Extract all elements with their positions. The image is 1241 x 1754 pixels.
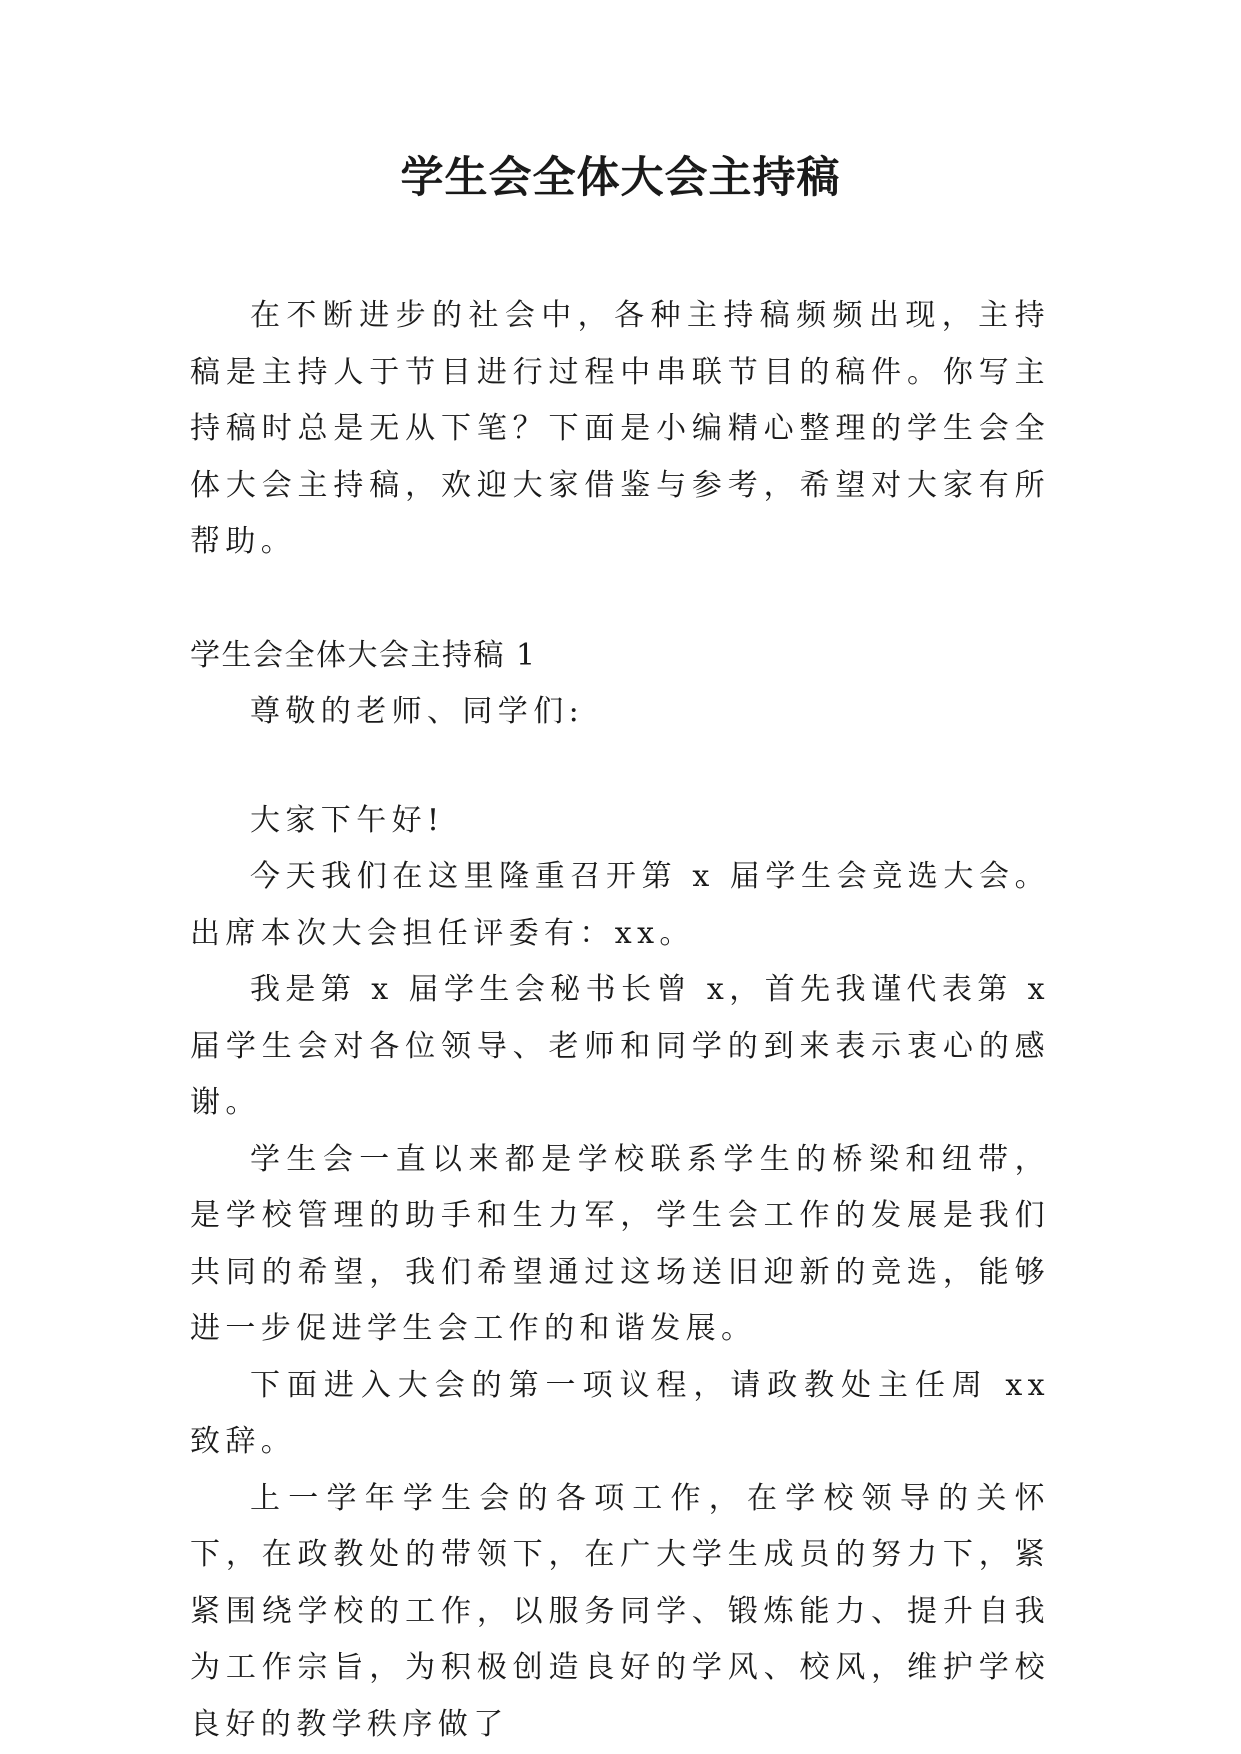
body-paragraph: 我是第 x 届学生会秘书长曾 x，首先我谨代表第 x 届学生会对各位领导、老师和同学的到来表示衷心的感谢。 bbox=[190, 972, 1050, 1120]
document-body bbox=[190, 288, 1050, 1753]
body-paragraph: 今天我们在这里隆重召开第 x 届学生会竞选大会。出席本次大会担任评委有：xx。 bbox=[190, 859, 1050, 951]
body-paragraph: 大家下午好! bbox=[250, 802, 445, 838]
salutation: 尊敬的老师、同学们: bbox=[250, 694, 585, 729]
section-heading: 学生会全体大会主持稿 1 bbox=[190, 637, 537, 673]
document-title: 学生会全体大会主持稿 bbox=[400, 153, 841, 203]
body-paragraph: 学生会一直以来都是学校联系学生的桥梁和纽带，是学校管理的助手和生力军，学生会工作的发展是我们共同的希望，我们希望通过这场送旧迎新的竞选，能够进一步促进学生会工作的和谐发展。 bbox=[190, 1141, 1050, 1346]
body-paragraph: 下面进入大会的第一项议程，请政教处主任周 xx 致辞。 bbox=[190, 1367, 1050, 1459]
spacer bbox=[190, 741, 1050, 793]
intro-paragraph: 在不断进步的社会中，各种主持稿频频出现，主持稿是主持人于节目进行过程中串联节目的稿件。你写主持稿时总是无从下笔？下面是小编精心整理的学生会全体大会主持稿，欢迎大家借鉴与参考，希望对大家有所帮助。 bbox=[190, 298, 1050, 559]
body-paragraph: 上一学年学生会的各项工作，在学校领导的关怀下，在政教处的带领下，在广大学生成员的努力下，紧紧围绕学校的工作，以服务同学、锻炼能力、提升自我为工作宗旨，为积极创造良好的学风、校风，维护学校良好的教学秩序做了 bbox=[190, 1480, 1050, 1742]
spacer bbox=[190, 571, 1050, 628]
